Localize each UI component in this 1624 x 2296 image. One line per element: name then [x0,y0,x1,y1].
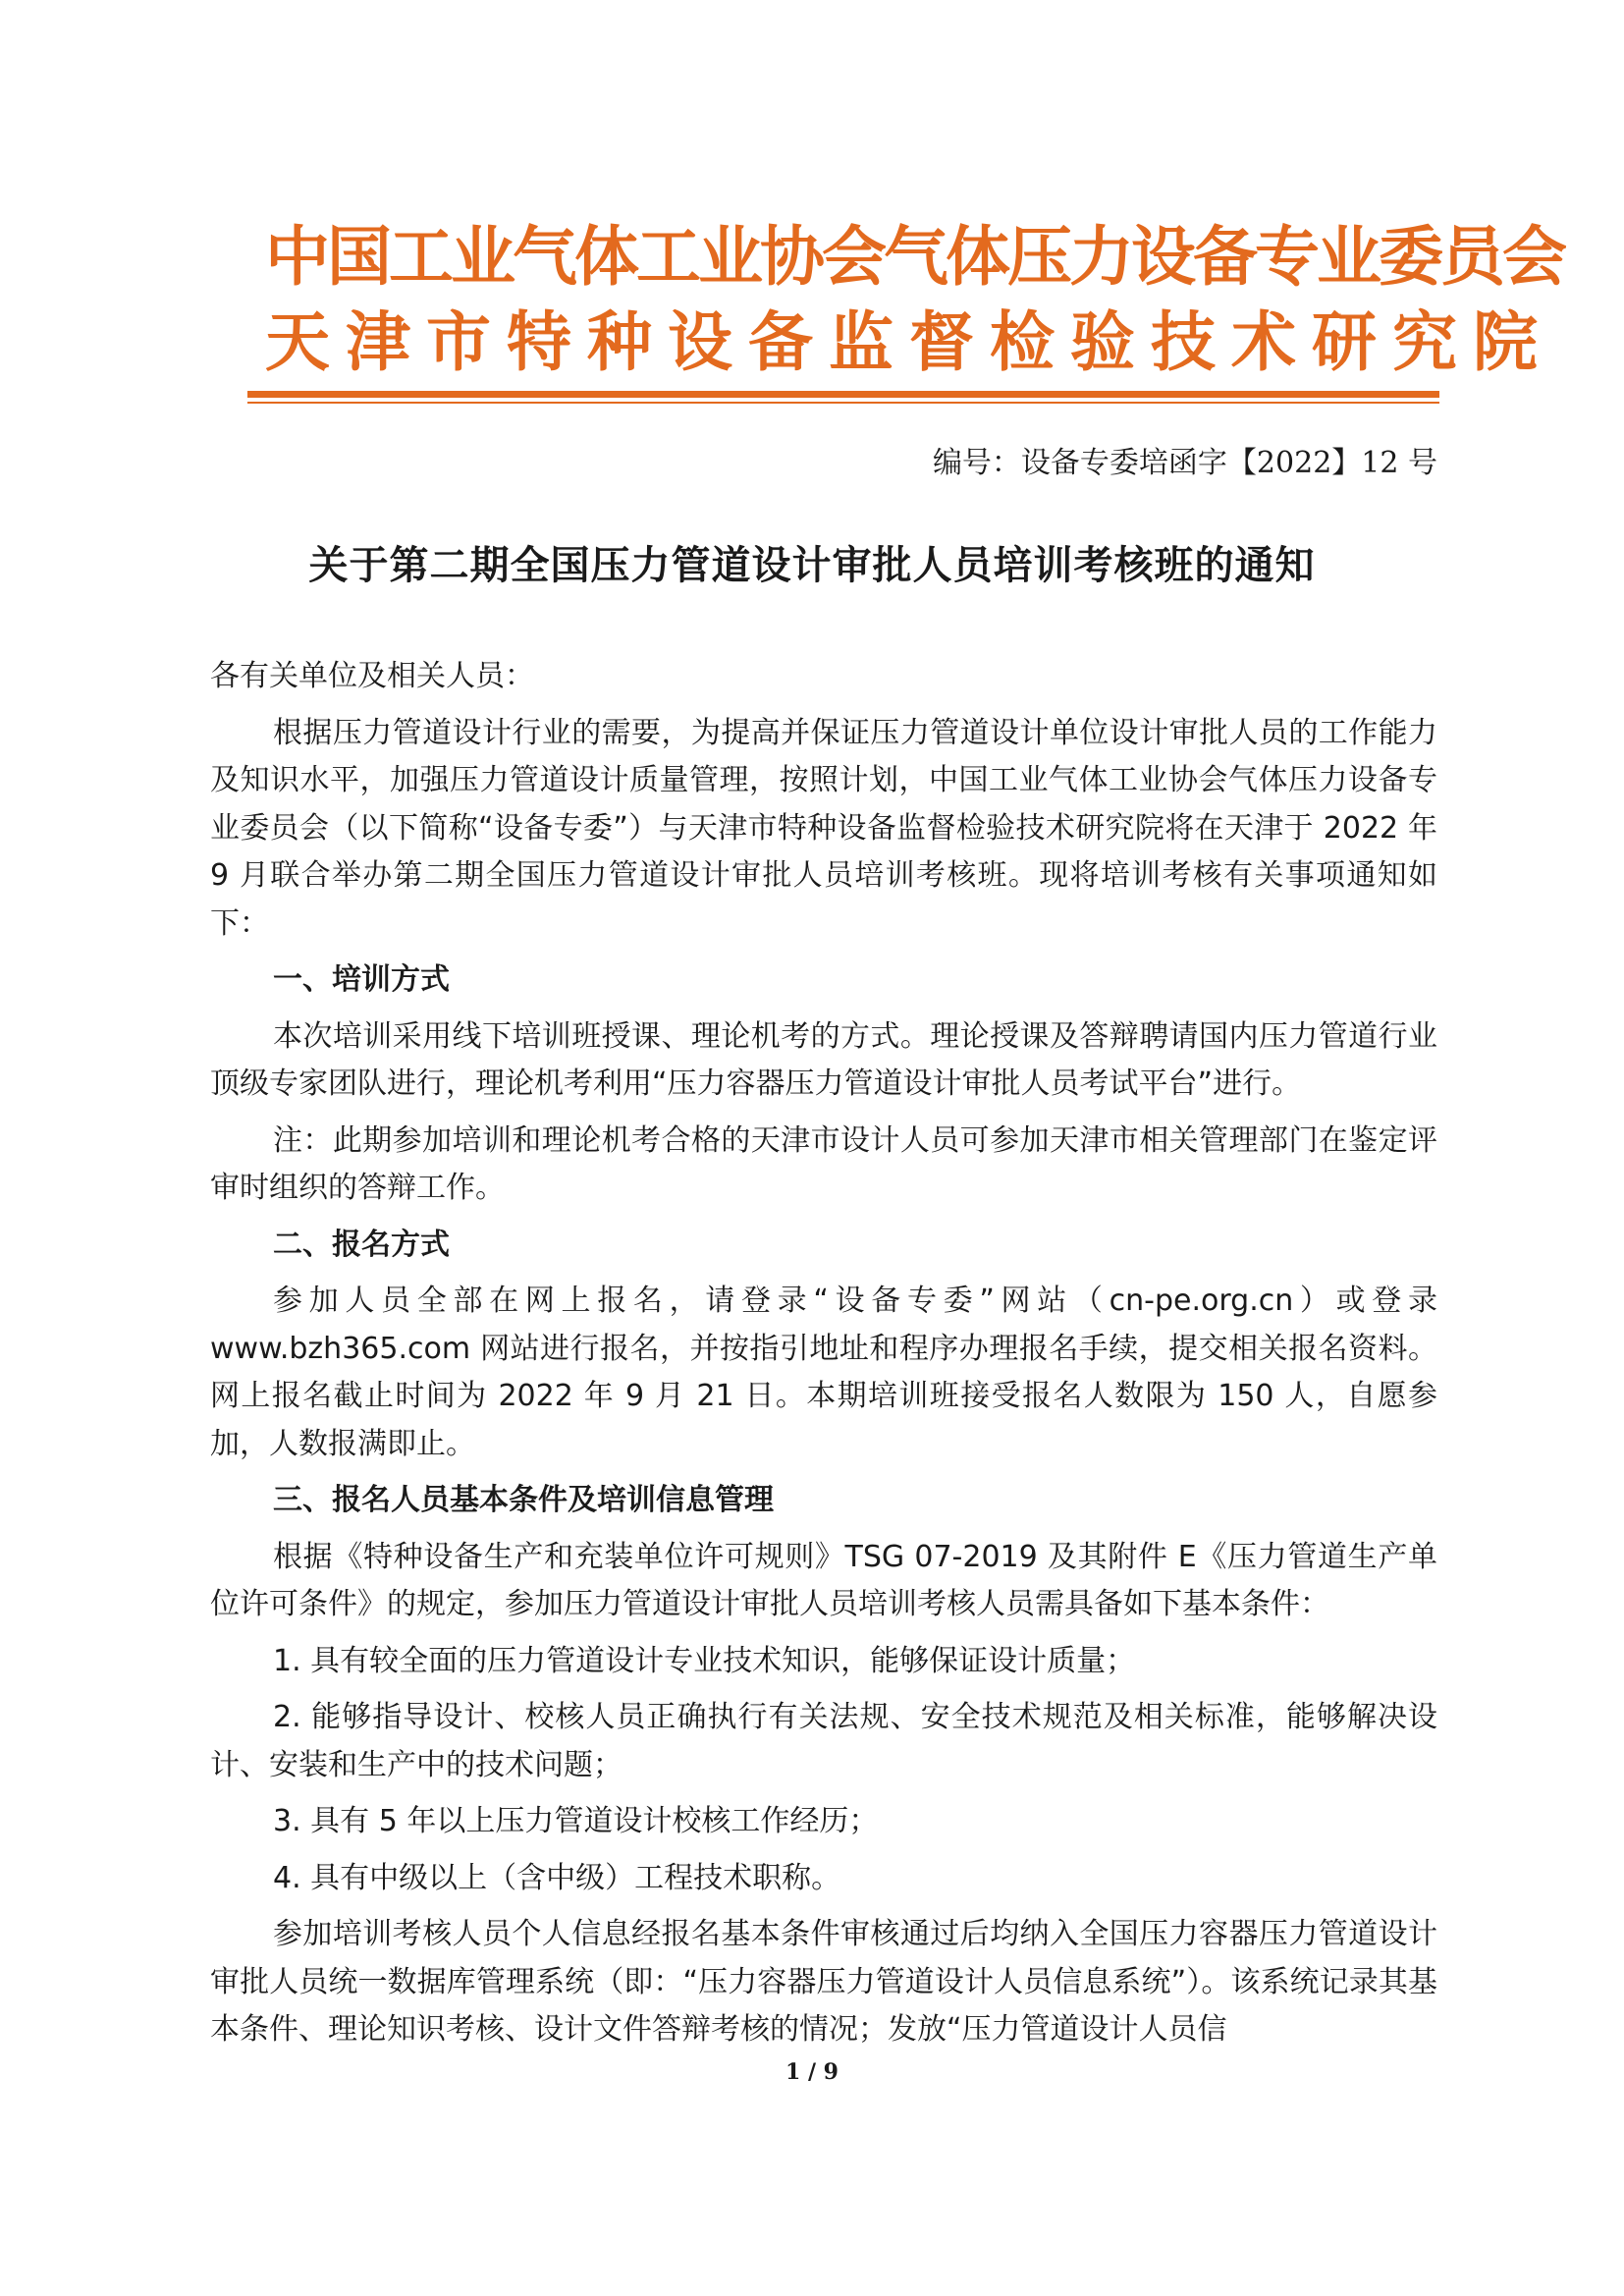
training-method-note: 注：此期参加培训和理论机考合格的天津市设计人员可参加天津市相关管理部门在鉴定评审时组织的答辩工作。 [210,1122,1437,1205]
section-heading-registration: 二、报名方式 [273,1227,450,1262]
letterhead-org-2: 天津市特种设备监督检验技术研究院 [265,304,1553,380]
requirement-item-3: 3. 具有 5 年以上压力管道设计校核工作经历； [273,1804,879,1838]
requirement-item-2: 2. 能够指导设计、校核人员正确执行有关法规、安全技术规范及相关标准，能够解决设计、安装和生产中的技术问题； [210,1700,1437,1782]
document-number: 编号：设备专委培函字【2022】12 号 [932,446,1437,480]
page-number: 1 / 9 [785,2059,839,2085]
requirement-item-1: 1. 具有较全面的压力管道设计专业技术知识，能够保证设计质量； [273,1643,1136,1678]
section-heading-requirements: 三、报名人员基本条件及培训信息管理 [273,1483,774,1517]
registration-paragraph: 参加人员全部在网上报名，请登录“设备专委”网站（cn-pe.org.cn）或登录 www.bzh365.com 网站进行报名，并按指引地址和程序办理报名手续，提交相关报名资料。网上报名截止时间为 2022 年 9 月 21 日。本期培训班接受报名人数限为 150 人，自愿参加，人数报满即止。 [210,1284,1437,1461]
training-method-paragraph: 本次培训采用线下培训班授课、理论机考的方式。理论授课及答辩聘请国内压力管道行业顶级专家团队进行，理论机考利用“压力容器压力管道设计审批人员考试平台”进行。 [210,1018,1437,1101]
document-body [210,653,1437,2063]
letterhead-rule-thick [247,391,1439,398]
requirement-item-4: 4. 具有中级以上（含中级）工程技术职称。 [273,1860,841,1895]
letterhead-rule-thin [247,402,1439,404]
requirements-paragraph: 根据《特种设备生产和充装单位许可规则》TSG 07-2019 及其附件 E《压力管道生产单位许可条件》的规定，参加压力管道设计审批人员培训考核人员需具备如下基本条件： [210,1539,1437,1621]
document-title: 关于第二期全国压力管道设计审批人员培训考核班的通知 [308,543,1316,588]
intro-paragraph: 根据压力管道设计行业的需要，为提高并保证压力管道设计单位设计审批人员的工作能力及知识水平，加强压力管道设计质量管理，按照计划，中国工业气体工业协会气体压力设备专业委员会（以下简称“设备专委”）与天津市特种设备监督检验技术研究院将在天津于 2022 年 9 月联合举办第二期全国压力管道设计审批人员培训考核班。现将培训考核有关事项通知如下： [210,715,1437,941]
section-heading-training-method: 一、培训方式 [273,962,450,997]
salutation: 各有关单位及相关人员： [210,659,534,693]
letterhead-org-1: 中国工业气体工业协会气体压力设备专业委员会 [265,219,1564,295]
info-management-paragraph: 参加培训考核人员个人信息经报名基本条件审核通过后均纳入全国压力容器压力管道设计审批人员统一数据库管理系统（即：“压力容器压力管道设计人员信息系统”）。该系统记录其基本条件、理论知识考核、设计文件答辩考核的情况；发放“压力管道设计人员信 [210,1917,1437,2047]
